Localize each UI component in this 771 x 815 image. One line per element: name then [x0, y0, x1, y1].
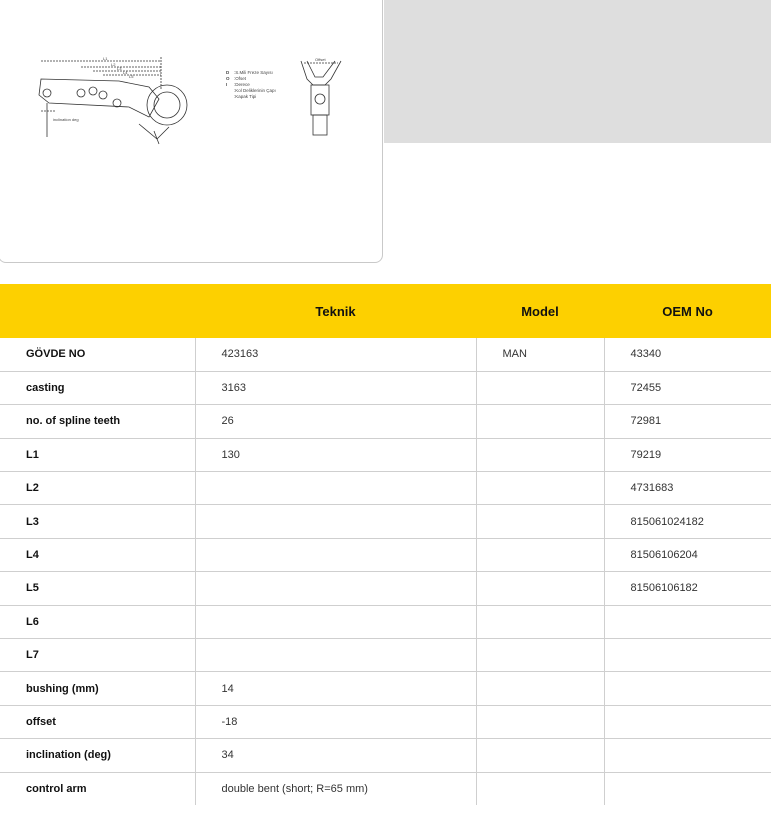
cell-teknik: 3163 [195, 371, 476, 404]
table-row [0, 605, 771, 638]
image-placeholder-panel [384, 0, 771, 143]
cell-teknik [195, 538, 476, 571]
cell-oem [604, 739, 771, 772]
cell-model [476, 639, 604, 672]
cell-teknik: 14 [195, 672, 476, 705]
legend-item: :Kol Deliklerinin Çapı [234, 88, 276, 93]
legend-item: :Kapak Tipi [234, 94, 257, 99]
cell-oem: 72455 [604, 371, 771, 404]
cell-label: L2 [0, 472, 195, 505]
cell-oem [604, 772, 771, 805]
inclination-label: inclination deg [53, 117, 79, 122]
product-diagram-card [0, 0, 383, 263]
cell-oem [604, 672, 771, 705]
cell-oem [604, 605, 771, 638]
cell-oem: 81506106204 [604, 538, 771, 571]
spline-hub [147, 85, 187, 125]
cell-teknik: 34 [195, 739, 476, 772]
arm-hole [43, 89, 51, 97]
cell-model [476, 605, 604, 638]
cell-label: L7 [0, 639, 195, 672]
slack-adjuster-diagram [0, 0, 383, 263]
cell-label: GÖVDE NO [26, 348, 86, 361]
table-row [0, 772, 771, 805]
cell-label: bushing (mm) [0, 672, 195, 705]
cell-oem: 81506106182 [604, 572, 771, 605]
table-row [0, 705, 771, 738]
cell-model: MAN [476, 338, 604, 371]
cell-model [476, 572, 604, 605]
l5-label: L5 [129, 74, 134, 79]
cell-teknik [195, 639, 476, 672]
cell-teknik: double bent (short; R=65 mm) [195, 772, 476, 805]
table-row [0, 672, 771, 705]
table-row [0, 572, 771, 605]
cell-teknik: 26 [195, 405, 476, 438]
cell-model [476, 705, 604, 738]
table-row [0, 338, 771, 371]
arm-hole [113, 99, 121, 107]
header-blank [0, 284, 195, 338]
header-teknik: Teknik [195, 284, 476, 338]
cell-label: L4 [0, 538, 195, 571]
cell-teknik [195, 572, 476, 605]
cell-teknik: -18 [195, 705, 476, 738]
table-row [0, 538, 771, 571]
side-view-fork [301, 61, 341, 85]
cell-model [476, 672, 604, 705]
cell-model [476, 739, 604, 772]
cell-oem: 815061024182 [604, 505, 771, 538]
spec-table [0, 284, 771, 805]
header-oem-no: OEM No [604, 284, 771, 338]
table-row [0, 371, 771, 404]
table-row [0, 739, 771, 772]
arm-hole [99, 91, 107, 99]
table-row [0, 405, 771, 438]
l4-label: L4 [123, 70, 128, 75]
cell-teknik [195, 605, 476, 638]
cell-model [476, 371, 604, 404]
diagram-legend [226, 70, 276, 100]
l2-label: L2 [111, 62, 116, 67]
spline-inner [154, 92, 180, 118]
cell-label: L1 [0, 438, 195, 471]
cell-oem: 72981 [604, 405, 771, 438]
cell-model [476, 772, 604, 805]
cell-teknik: 130 [195, 438, 476, 471]
cell-label: no. of spline teeth [0, 405, 195, 438]
cell-model [476, 472, 604, 505]
cell-teknik [195, 472, 476, 505]
cell-label: offset [0, 705, 195, 738]
cell-model [476, 538, 604, 571]
table-body [0, 338, 771, 805]
cell-oem [604, 639, 771, 672]
table-row [0, 639, 771, 672]
cell-oem: 43340 [604, 338, 771, 371]
l3-label: L3 [117, 66, 122, 71]
cell-label: control arm [0, 772, 195, 805]
cell-oem [604, 705, 771, 738]
cell-label: inclination (deg) [0, 739, 195, 772]
table-row [0, 472, 771, 505]
cell-model [476, 405, 604, 438]
table-header-row [0, 284, 771, 338]
arm-body [39, 79, 159, 117]
cell-oem: 79219 [604, 438, 771, 471]
cell-model [476, 505, 604, 538]
table-row [0, 438, 771, 471]
table-row [0, 505, 771, 538]
legend-item: D :S.Mili Freze Sayısı [226, 70, 273, 75]
cell-label: casting [0, 371, 195, 404]
cell-label: L6 [0, 605, 195, 638]
header-model: Model [476, 284, 604, 338]
arm-hole [89, 87, 97, 95]
cell-teknik: 423163 [195, 338, 476, 371]
cell-teknik [195, 505, 476, 538]
cell-label: L3 [0, 505, 195, 538]
legend-item: I :Derece [226, 82, 250, 87]
offset-label: Offset [315, 57, 326, 62]
cell-label: L5 [0, 572, 195, 605]
cell-model [476, 438, 604, 471]
cell-oem: 4731683 [604, 472, 771, 505]
l1-label: L1 [103, 56, 108, 61]
legend-item: O :Ofset [226, 76, 247, 81]
arm-hole [77, 89, 85, 97]
